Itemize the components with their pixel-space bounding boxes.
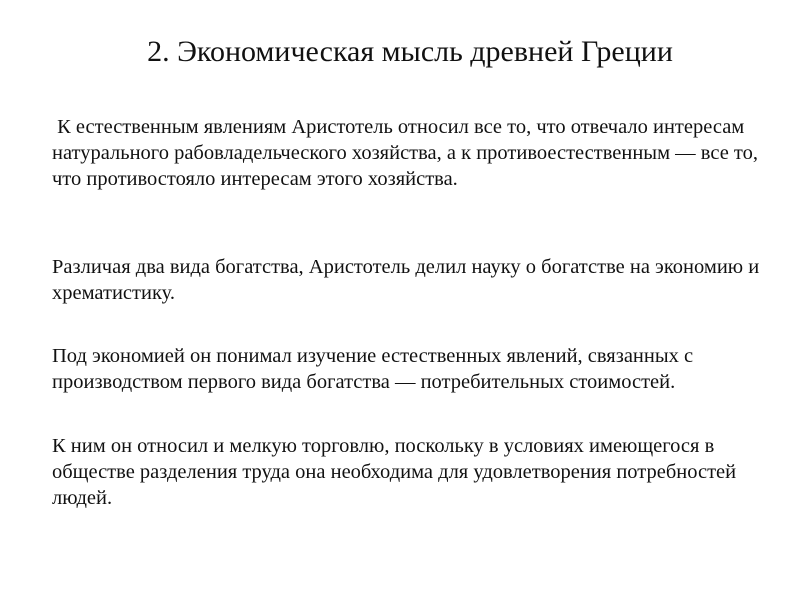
paragraph-two-kinds-of-wealth: Различая два вида богатства, Аристотель делил науку о богатстве на экономию и хрематистику. xyxy=(52,256,760,304)
paragraph-small-trade: К ним он относил и мелкую торговлю, поскольку в условиях имеющегося в обществе разделения труда она необходима для удовлетворения потребностей людей. xyxy=(52,435,737,509)
slide-title: 2. Экономическая мысль древней Греции xyxy=(147,35,673,68)
paragraph-economy-definition: Под экономией он понимал изучение естественных явлений, связанных с производством первого вида богатства — потребительных стоимостей. xyxy=(52,345,694,393)
paragraph-natural-phenomena: К естественным явлениям Аристотель относил все то, что отвечало интересам натурального рабовладельческого хозяйства, а к противоестественным — все то, что противостояло интересам этого хозяйства. xyxy=(52,116,764,190)
